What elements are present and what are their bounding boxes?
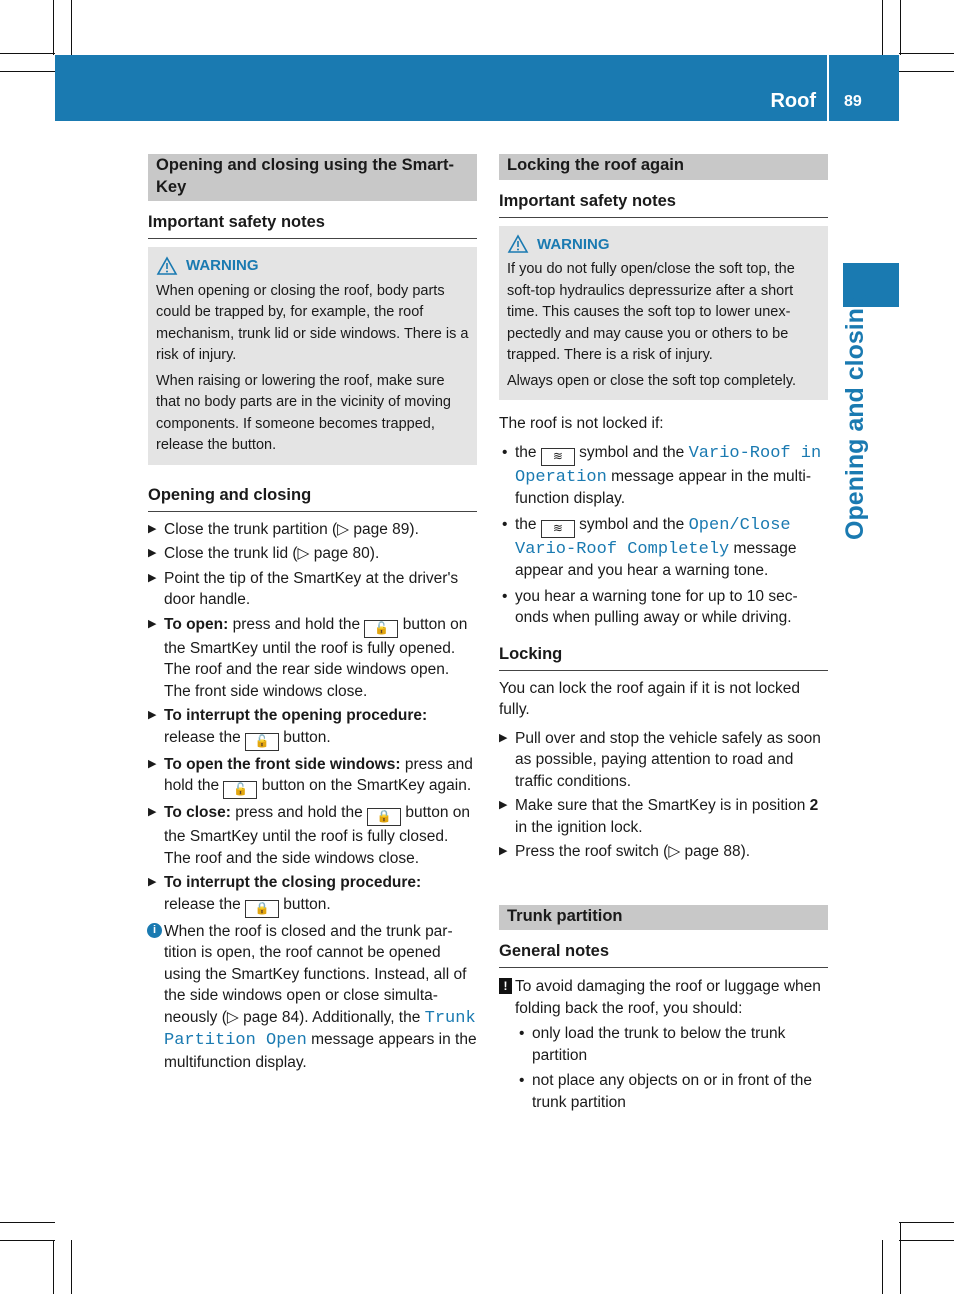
info-note: i When the roof is closed and the trunk par-tition is open, the roof cannot be opened using the SmartKey functions. Instead, all of the side windows open or close simulta-neously (▷ page 84). Additionally, the Trunk Partition Open message appears in the multifunction display. <box>148 921 477 1074</box>
section-title: Roof <box>770 90 816 112</box>
info-icon: i <box>147 923 162 938</box>
warning-label: WARNING <box>186 257 259 274</box>
unlock-key-icon: 🔓 <box>223 781 257 799</box>
crop-mark <box>900 1222 901 1294</box>
step-arrow-icon: ▶ <box>148 571 157 584</box>
warning-text: Always open or close the soft top completely. <box>507 372 797 389</box>
crop-mark <box>900 0 901 55</box>
step-arrow-icon: ▶ <box>148 757 157 770</box>
right-column <box>499 154 828 1117</box>
instruction-step: ▶ Pull over and stop the vehicle safely as soon as possible, paying attention to road and traffic conditions. <box>499 729 821 790</box>
paragraph: The roof is not locked if: <box>499 415 664 432</box>
instruction-step: ▶ Press the roof switch (▷ page 88). <box>499 841 828 863</box>
list-item: • the ≋ symbol and the Vario-Roof in Operation message appear in the multi-function display. <box>502 443 822 507</box>
step-arrow-icon: ▶ <box>148 806 157 818</box>
instruction-step: ▶ Close the trunk partition (▷ page 89). <box>148 519 477 541</box>
crop-mark <box>0 1222 55 1223</box>
warning-triangle-icon <box>156 256 178 276</box>
subheading: Opening and closing <box>148 484 477 512</box>
step-arrow-icon: ▶ <box>499 731 508 744</box>
crop-mark <box>899 1222 954 1223</box>
list-item: • only load the trunk to below the trunk partition <box>519 1025 786 1064</box>
instruction-step: ▶ Make sure that the SmartKey is in position 2 in the ignition lock. <box>499 797 819 836</box>
subheading: General notes <box>499 940 828 968</box>
instruction-step: ▶ To open: press and hold the 🔓 button on the SmartKey until the roof is fully opened. The roof and the rear side windows open. The front side windows close. <box>148 615 468 700</box>
list-item: • not place any objects on or in front of the trunk partition <box>519 1072 813 1111</box>
instruction-step: ▶ To interrupt the opening procedure: release the 🔓 button. <box>148 705 477 751</box>
display-message: Open/Close Vario-Roof Completely <box>515 515 791 559</box>
crop-mark <box>71 0 72 55</box>
lock-key-icon: 🔒 <box>367 808 401 826</box>
step-arrow-icon: ▶ <box>148 522 157 535</box>
crop-mark <box>899 53 954 54</box>
display-message: Trunk Partition Open <box>164 1008 476 1050</box>
crop-mark <box>882 0 883 55</box>
warning-title <box>507 234 820 256</box>
page-number: 89 <box>844 93 862 110</box>
instruction-step: ▶ To interrupt the closing procedure: release the 🔒 button. <box>148 872 477 918</box>
display-message: Vario-Roof in Operation <box>515 443 822 487</box>
instruction-step: ▶ To open the front side windows: press and hold the 🔓 button on the SmartKey again. <box>148 754 477 800</box>
subheading: Locking <box>499 643 828 671</box>
list-item: • you hear a warning tone for up to 10 sec-onds when pulling away or while driving. <box>502 587 798 626</box>
crop-mark <box>0 1240 55 1241</box>
crop-mark <box>71 1240 72 1294</box>
section-heading: Trunk partition <box>499 905 828 931</box>
instruction-step: ▶ Point the tip of the SmartKey at the driver's door handle. <box>148 569 459 608</box>
crop-mark <box>53 1240 54 1294</box>
instruction-step: ▶ Close the trunk lid (▷ page 80). <box>148 543 477 565</box>
crop-mark <box>899 1240 954 1241</box>
warning-title <box>156 255 469 277</box>
step-arrow-icon: ▶ <box>148 709 157 721</box>
header-divider <box>827 55 829 121</box>
lock-key-icon: 🔒 <box>245 900 279 918</box>
side-tab-label: Opening and closing <box>841 292 869 540</box>
subheading: Important safety notes <box>148 211 477 239</box>
convertible-car-icon: ≋ <box>541 520 575 538</box>
warning-box <box>499 226 828 401</box>
caution-note: ! To avoid damaging the roof or luggage when folding back the roof, you should: <box>499 976 828 1019</box>
step-arrow-icon: ▶ <box>148 617 157 630</box>
step-arrow-icon: ▶ <box>499 799 508 811</box>
unlock-key-icon: 🔓 <box>364 620 398 638</box>
crop-mark <box>882 1240 883 1294</box>
warning-triangle-icon <box>507 234 529 254</box>
warning-text: If you do not fully open/close the soft top, the soft-top hydraulics depressurize after a short time. This causes the soft top to lower unex-pectedly and may cause you or others to be trapped. There is a risk of injury. <box>507 261 795 363</box>
step-arrow-icon: ▶ <box>499 845 508 857</box>
unlock-key-icon: 🔓 <box>245 733 279 751</box>
convertible-car-icon: ≋ <box>541 448 575 466</box>
left-column <box>148 154 477 1073</box>
warning-text: When raising or lowering the roof, make sure that no body parts are in the vicinity of moving components. If someone becomes trapped, release the button. <box>156 372 451 453</box>
section-heading: Opening and closing using the Smart-Key <box>148 154 477 201</box>
warning-label: WARNING <box>537 235 610 253</box>
crop-mark <box>0 71 55 72</box>
crop-mark <box>0 53 55 54</box>
crop-mark <box>899 71 954 72</box>
instruction-step: ▶ To close: press and hold the 🔒 button on the SmartKey until the roof is fully closed. The roof and the side windows close. <box>148 804 470 867</box>
paragraph: You can lock the roof again if it is not locked fully. <box>499 679 801 718</box>
exclamation-icon: ! <box>499 978 512 994</box>
section-heading: Locking the roof again <box>499 154 828 180</box>
warning-box <box>148 247 477 465</box>
subheading: Important safety notes <box>499 190 828 218</box>
step-arrow-icon: ▶ <box>148 876 157 888</box>
page-header <box>55 55 899 121</box>
warning-text: When opening or closing the roof, body parts could be trapped by, for example, the roof mechanism, trunk lid or side windows. There is a risk of injury. <box>156 282 469 363</box>
crop-mark <box>53 0 54 55</box>
list-item: • the ≋ symbol and the Open/Close Vario-Roof Completely message appear and you hear a warning tone. <box>502 515 797 579</box>
step-arrow-icon: ▶ <box>148 547 157 559</box>
